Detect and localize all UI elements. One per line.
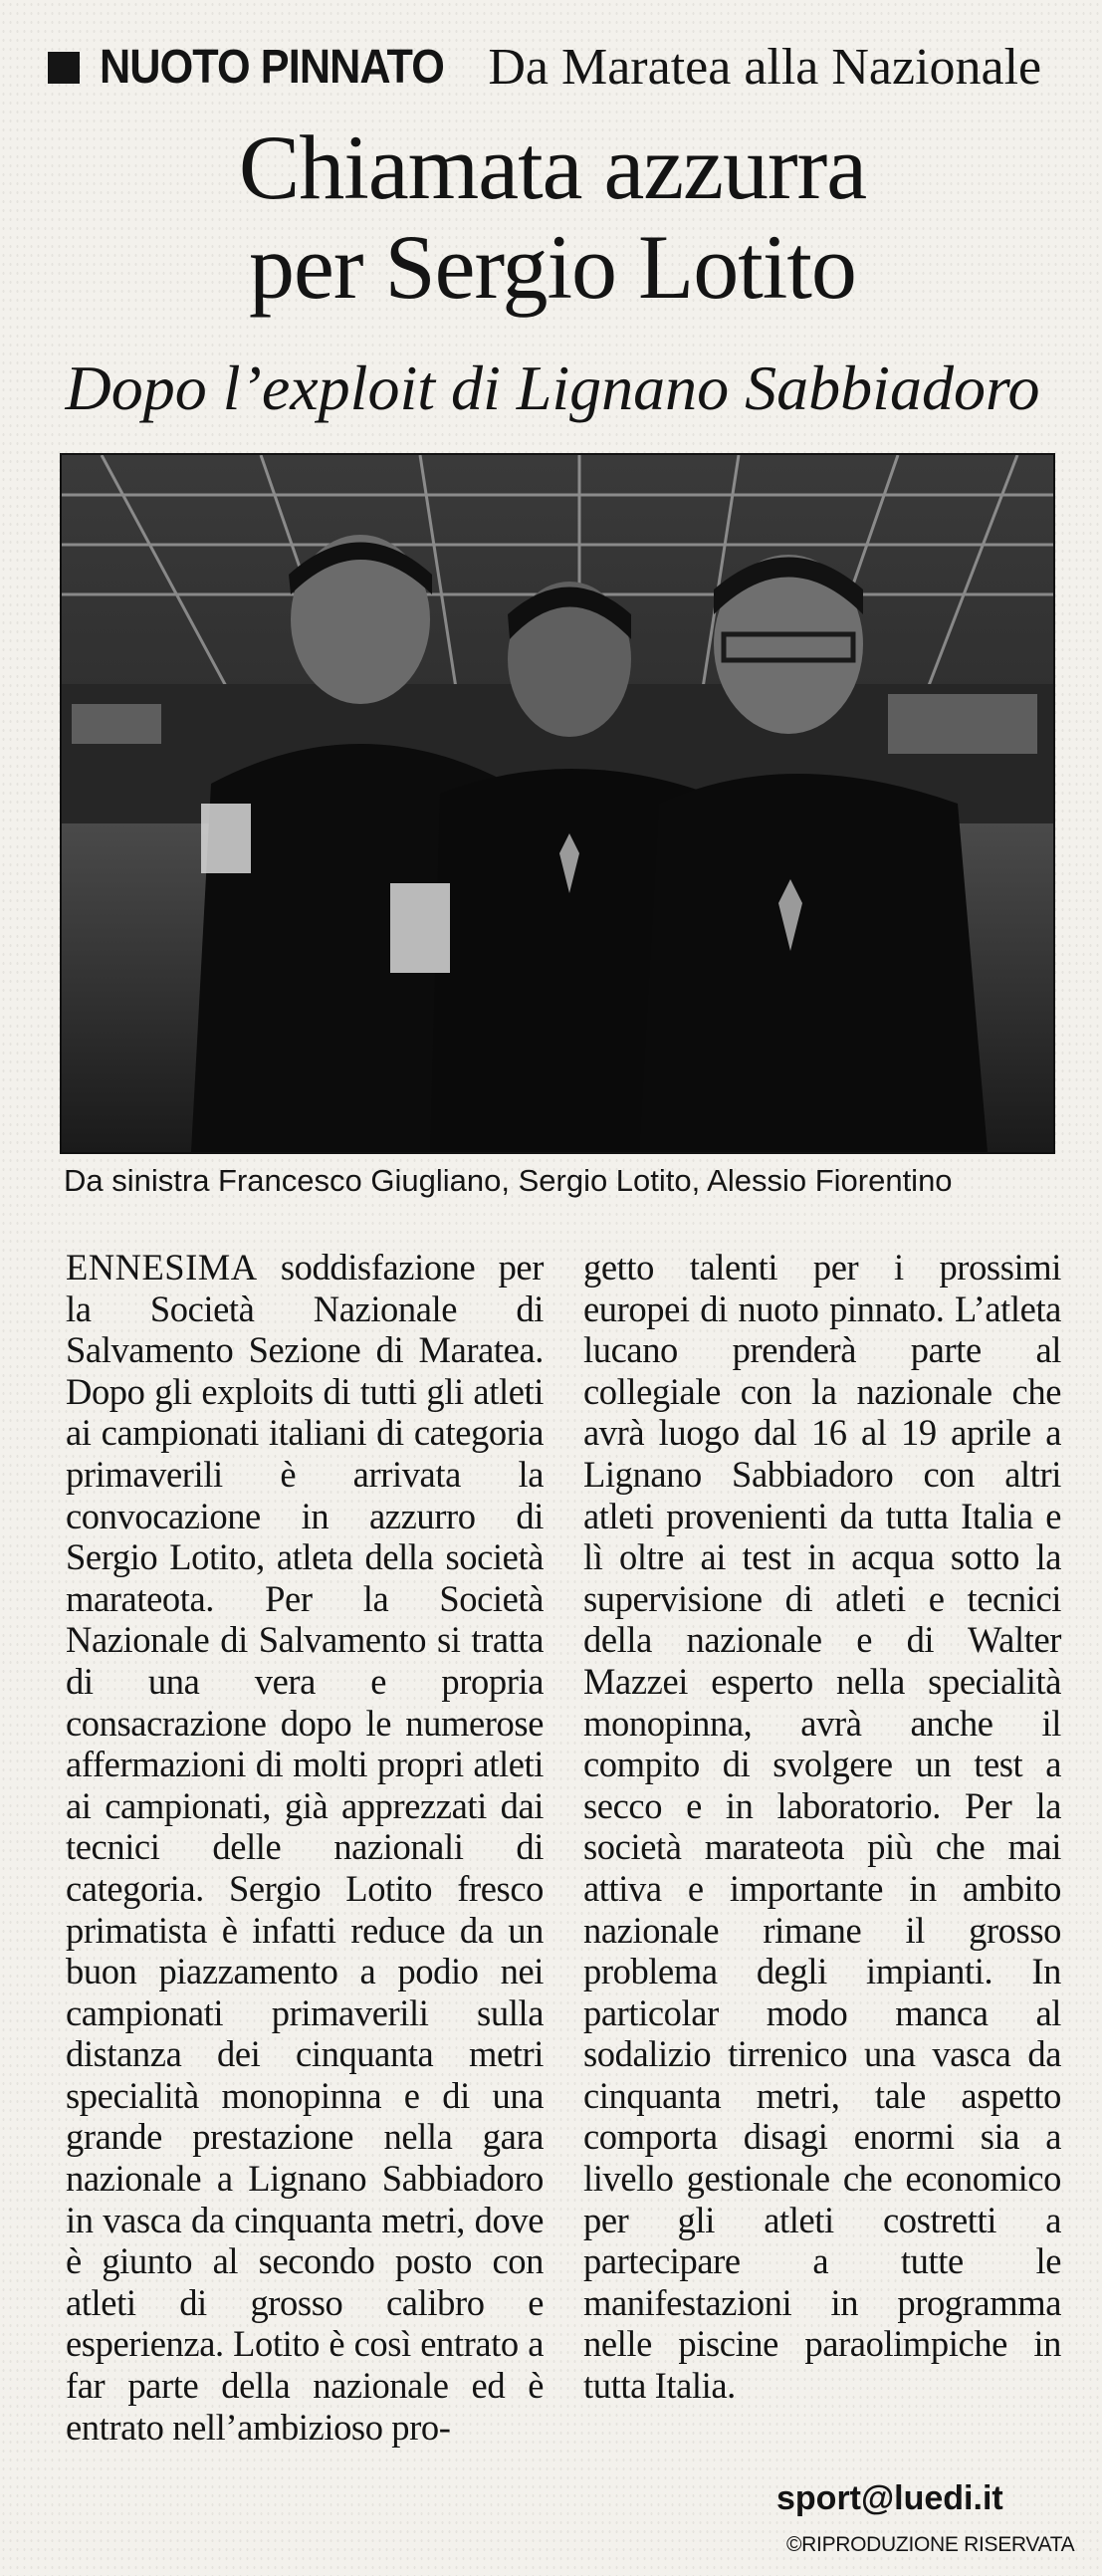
kicker-line [48,38,1063,97]
headline [40,117,1065,317]
article-body-left [66,1247,544,2448]
article-body-right: getto talenti per i prossimi europei di nuoto pinnato. L’atleta lucano prenderà parte al collegiale con la nazionale che avrà luogo dal 16 al 19 aprile a Lignano Sabbiadoro con altri atleti provenienti da tutta Italia e lì oltre ai test in acqua sotto la supervisione di atleti e tecnici della nazionale e di Walter Mazzei esperto nella specialità monopinna, avrà anche il compito di svolgere un test a secco e in laboratorio. Per la società marateota più che mai attiva e importante in ambito nazionale rimane il grosso problema degli impianti. In particolar modo manca al sodalizio tirrenico una vasca da cinquanta metri, tale aspetto comporta disagi enormi sia a livello gestionale che economico per gli atleti costretti a partecipare a tutte le manifestazioni in programma nelle piscine paraolimpiche in tutta Italia. [583,1247,1061,2407]
copyright-notice: ©RIPRODUZIONE RISERVATA [786,2533,1075,2556]
author-email: sport@luedi.it [776,2479,1003,2517]
athletes-photo-image [62,455,1053,1152]
headline-line-2: per Sergio Lotito [249,216,856,318]
section-label: NUOTO PINNATO [100,41,444,94]
headline-line-1: Chiamata azzurra [238,117,867,218]
photo-caption: Da sinistra Francesco Giugliano, Sergio Lotito, Alessio Fiorentino [64,1163,953,1198]
kicker-text: Da Maratea alla Nazionale [488,39,1042,96]
body-left-text: soddisfazione per la Società Nazionale di Salvamento Sezione di Maratea. Dopo gli exploits di tutti gli atleti ai campionati italiani di categoria primaverili è arrivata la convocazione in azzurro di Sergio Lotito, atleta della società marateota. Per la Società Nazionale di Salvamento si tratta di una vera e propria consacrazione dopo le numerose affermazioni di molti propri atleti ai campionati, già apprezzati dai tecnici delle nazionali di categoria. Sergio Lotito fresco primatista è infatti reduce da un buon piazzamento a podio nei campionati primaverili sulla distanza dei cinquanta metri specialità monopinna e di una grande prestazione nella gara nazionale a Lignano Sabbiadoro in vasca da cinquanta metri, dove è giunto al secondo posto con atleti di grosso calibro e esperienza. Lotito è così entrato a far parte della nazionale ed è entrato nell’ambizioso pro- [66,1247,544,2448]
body-lead-word: ENNESIMA [66,1247,258,1288]
subheadline: Dopo l’exploit di Lignano Sabbiadoro [65,352,1040,423]
team-photo [60,453,1055,1154]
section-square-icon [48,52,80,84]
